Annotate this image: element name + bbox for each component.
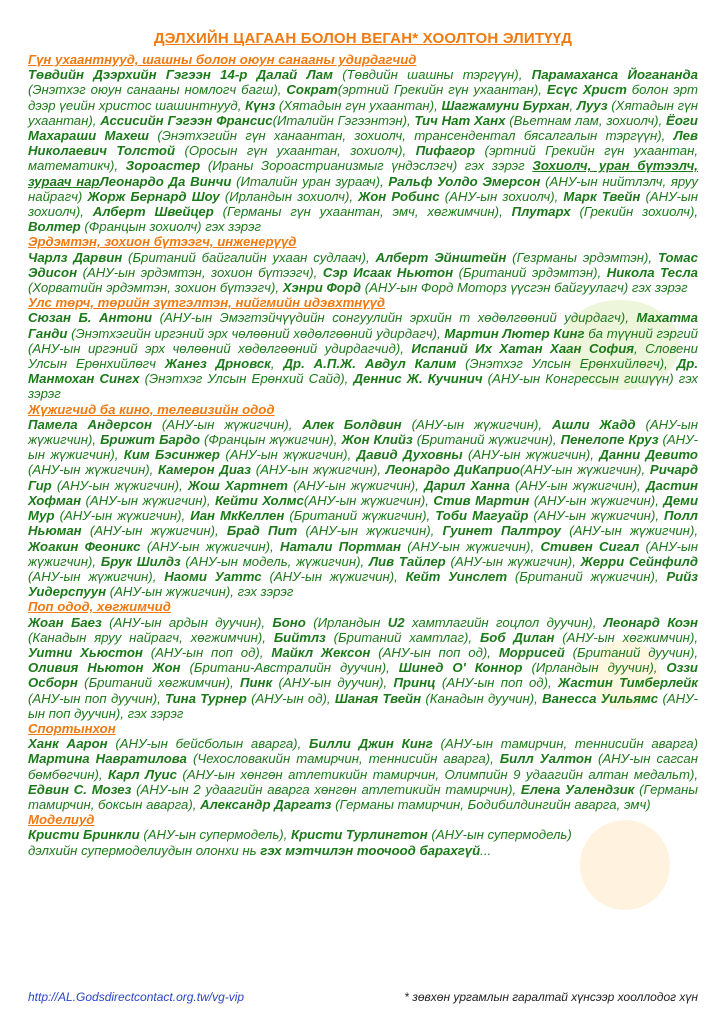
person-name: Жерри Сейнфилд bbox=[580, 553, 698, 569]
person-name: Жоан Баез bbox=[28, 614, 102, 630]
person-name: Сюзан Б. Антони bbox=[28, 310, 153, 326]
person-desc: (Францын зохиолч) гэх зэрэг bbox=[80, 219, 261, 235]
person-desc: (АНУ-ын жүжигчин), bbox=[219, 447, 357, 463]
person-name: Билл Уалтон bbox=[499, 751, 592, 767]
person-name: Күнз bbox=[245, 97, 276, 113]
person-name: Зороастер bbox=[125, 158, 201, 174]
person-desc: (АНУ-ын бейсболын аварга), bbox=[107, 736, 309, 752]
person-name: Ральф Уолдо Эмерсон bbox=[388, 173, 541, 189]
person-name: Боно bbox=[272, 614, 306, 630]
person-name: Елена Уалендзик bbox=[520, 781, 635, 797]
person-desc: (Энэтхэг Улсын Ерөнхийлөгч), bbox=[456, 356, 677, 372]
person-desc: , Словени Улсын Ерөнхийлөгч bbox=[28, 340, 698, 372]
person-desc: болон эрт дээр үеийн христос шашинтнууд, bbox=[28, 82, 699, 113]
person-name: Майкл Жексон bbox=[271, 644, 371, 660]
person-name: Карл Луис bbox=[108, 766, 177, 782]
person-name: Жастин Тимберлейк bbox=[557, 675, 698, 691]
person-name: Наоми Уаттс bbox=[164, 568, 262, 584]
person-desc: (АНУ-ын жүжигчин), bbox=[400, 538, 541, 554]
person-desc: (Германы тамирчин, Бодибилдингийн аварга, эмч) bbox=[331, 796, 651, 812]
person-name: Брад Пит bbox=[226, 523, 298, 539]
tail-end: ... bbox=[480, 842, 492, 858]
person-desc: (АНУ-ын хөгжимчин), bbox=[554, 629, 698, 645]
person-name: Жош Хартнет bbox=[187, 477, 288, 493]
section-heading: Эрдэмтэн, зохион бүтээгч, инженерүүд bbox=[28, 234, 297, 250]
person-name: Гуинет Палтроу bbox=[442, 523, 561, 539]
person-desc: (АНУ-ын Эмэгтэйчүүдийн сонгуулийн эрхийн т хөдөлгөөний удирдагч), bbox=[152, 310, 637, 326]
person-name: Давид Духовны bbox=[356, 447, 463, 463]
person-desc: (АНУ-ын жүжигчин), bbox=[528, 508, 665, 524]
person-name: Стивен Сигал bbox=[540, 538, 640, 554]
person-desc: (АНУ-ын 2 удаагийн аварга хөнгөн атлетикийн тамирчин), bbox=[131, 781, 521, 797]
person-desc: (АНУ-ын жүжигчин), гэх зэрэг bbox=[106, 584, 294, 600]
person-desc: (АНУ-ын супермодель) bbox=[427, 827, 572, 843]
person-name: Алберт Швейцер bbox=[92, 204, 214, 220]
person-desc: (Хорватийн эрдэмтэн, зохион бүтээгч), bbox=[28, 280, 283, 296]
person-name: Принц bbox=[393, 675, 436, 691]
person-name: Марк Твейн bbox=[563, 188, 641, 204]
person-desc: (АНУ-ын ардын дуучин), bbox=[101, 614, 273, 630]
person-name: Деми Мур bbox=[28, 492, 698, 524]
person-desc: (АНУ-ын зохиолч), bbox=[28, 188, 698, 220]
person-desc: (АНУ-ын жүжигчин), bbox=[287, 477, 425, 493]
person-desc: (Британи-Австралийн дуучин), bbox=[180, 660, 399, 676]
person-name: Пинк bbox=[239, 675, 273, 691]
person-desc: (Италийн уран зураач), bbox=[231, 173, 389, 189]
person-name: Жанез Дрновск bbox=[164, 356, 271, 372]
person-desc: (АНУ-ын тамирчин, теннисийн аварга) bbox=[432, 736, 698, 752]
person-desc: (Канадын яруу найрагч, хөгжимчин), bbox=[28, 629, 274, 645]
tail-bold-text: гэх мэтчилэн тоочоод барахгүй bbox=[260, 842, 481, 858]
person-name: Др. А.П.Ж. Авдул Калим bbox=[283, 356, 457, 372]
person-name: Кейт Уинслет bbox=[405, 568, 508, 584]
person-desc: (АНУ-ын жүжигчин), bbox=[529, 492, 664, 508]
section-body bbox=[28, 417, 698, 599]
person-name: Испаний Их Хатан Хаан София bbox=[411, 340, 635, 356]
person-name: Кристи Турлингтон bbox=[290, 827, 428, 843]
person-desc: (эртний Грекийн гүн ухаантан), bbox=[337, 82, 547, 98]
person-name: Брижит Бардо bbox=[100, 432, 200, 448]
section-body bbox=[28, 310, 698, 401]
person-name: Тич Нат Ханх bbox=[414, 112, 506, 128]
person-name: Мартина Навратилова bbox=[28, 751, 187, 767]
person-name: Ассисийн Гэгээн Франсис bbox=[100, 112, 273, 128]
person-name: Ванесса Уильямс bbox=[542, 690, 659, 706]
person-desc: (АНУ-ын жүжигчин), bbox=[28, 432, 699, 463]
document-title: ДЭЛХИЙН ЦАГААН БОЛОН ВЕГАН* ХООЛТОН ЭЛИТҮҮД bbox=[153, 30, 573, 47]
person-name: Др. Манмохан Сингх bbox=[28, 356, 699, 387]
person-name: U2 bbox=[387, 614, 405, 630]
sections-container bbox=[28, 52, 698, 858]
person-desc: (Хятадын гүн ухаантан), bbox=[275, 97, 442, 113]
person-name: Тоби Магуайр bbox=[435, 508, 529, 524]
person-desc: (Оросын гүн ухаантан, зохиолч), bbox=[175, 143, 416, 159]
person-desc: (АНУ-ын жүжигчин), bbox=[560, 523, 698, 539]
person-name: Махатма Ганди bbox=[28, 310, 698, 341]
person-name: Памела Андерсон bbox=[28, 416, 152, 432]
person-name: Ким Бэсинжер bbox=[123, 447, 220, 463]
person-name: Кейти Холмс bbox=[215, 492, 304, 508]
section-body bbox=[28, 67, 698, 234]
person-desc: (Британий хөгжимчин), bbox=[77, 675, 240, 691]
person-desc: (Вьетнам лам, зохиолч), bbox=[505, 112, 667, 128]
person-name: Ричард Гир bbox=[28, 462, 698, 493]
person-desc: (АНУ-ын поп од), bbox=[435, 675, 558, 691]
person-name: Плутарх bbox=[511, 204, 571, 220]
person-name: Чарлз Дарвин bbox=[28, 249, 123, 265]
section-heading: Улс төрч, төрийн зүтгэлтэн, нийгмийн идэвхтнүүд bbox=[28, 295, 386, 311]
person-name: Шинед О' Коннор bbox=[398, 660, 523, 676]
person-name: Парамаханса Йогананда bbox=[531, 67, 698, 83]
person-desc: (Италийн Гэгээнтэн), bbox=[272, 112, 415, 128]
person-desc: (Британий дуучин), bbox=[564, 644, 699, 660]
person-desc: (Британий эрдэмтэн), bbox=[453, 264, 607, 280]
person-desc: (АНУ-ын жүжигчин), bbox=[509, 477, 647, 493]
section-body bbox=[28, 250, 698, 296]
person-name: Билли Джин Кинг bbox=[309, 736, 433, 752]
section-body bbox=[28, 827, 698, 857]
person-name: Төвдийн Дээрхийн Гэгээн 14-р Далай Лам bbox=[28, 67, 333, 83]
person-desc: (Энэтхэг оюун санааны номлогч багш), bbox=[28, 82, 287, 98]
person-desc: (АНУ-ын нийтлэлч, яруу найрагч) bbox=[28, 173, 698, 204]
person-desc: (АНУ-ын од), bbox=[246, 690, 335, 706]
person-name: Алберт Эйнштейн bbox=[375, 249, 507, 265]
person-desc: (Британий жүжигчин), bbox=[284, 508, 436, 524]
document-page bbox=[28, 30, 698, 858]
person-name: Лууз bbox=[576, 97, 608, 113]
person-name: Иан МкКеллен bbox=[190, 508, 285, 524]
section-heading: Поп одод, хөгжимчид bbox=[28, 599, 171, 615]
person-desc: (АНУ-ын модель, жүжигчин), bbox=[180, 553, 369, 569]
person-desc: (АНУ-ын зохиолч), bbox=[439, 188, 564, 204]
person-name: Бийтлз bbox=[273, 629, 326, 645]
person-name: Боб Дилан bbox=[479, 629, 555, 645]
person-desc: (Ирландын зохиолч), bbox=[219, 188, 359, 204]
person-name: Натали Портман bbox=[280, 538, 401, 554]
person-name: Александр Даргатз bbox=[200, 796, 332, 812]
person-desc: (АНУ-ын супермодель), bbox=[139, 827, 291, 843]
person-desc: (АНУ-ын хөнгөн атлетикийн тамирчин, Олимпийн 9 удаагийн алтан медальт), bbox=[176, 766, 699, 782]
person-desc: (Канадын дуучин), bbox=[421, 690, 543, 706]
person-desc: (Төвдийн шашны тэргүүн), bbox=[332, 67, 532, 83]
person-desc: (АНУ-ын Конгрессын гишүүн) гэх зэрэг bbox=[28, 371, 698, 402]
person-desc: (Энэтхэгийн гүн ханаантан, зохиолч, трансендентал бясалгалын тэргүүн), bbox=[149, 128, 674, 144]
person-desc: (Британий байгалийн ухаан судлаач), bbox=[122, 249, 376, 265]
person-desc: (АНУ-ын жүжигчин), bbox=[445, 553, 581, 569]
person-desc: (Энэтхэгийн иргэний эрх чөлөөний хөдөлгөөний удирдагч), bbox=[67, 325, 445, 341]
person-name: Ханк Аарон bbox=[28, 736, 108, 752]
person-desc: (Грекийн зохиолч), bbox=[570, 204, 699, 220]
person-desc: (Британий жүжигчин), bbox=[507, 568, 667, 584]
person-name: Кристи Бринкли bbox=[28, 827, 140, 843]
person-desc: (АНУ-ын сагсан бөмбөгчин), bbox=[28, 751, 698, 782]
person-desc: (АНУ-ын поп од), bbox=[370, 644, 499, 660]
person-desc: (АНУ-ын жүжигчин), bbox=[51, 477, 188, 493]
person-name: Есүс Христ bbox=[546, 82, 627, 98]
person-name: Дарил Ханна bbox=[424, 477, 510, 493]
person-name: Лив Тайлер bbox=[368, 553, 446, 569]
person-desc: (АНУ-ын жүжигчин), bbox=[401, 416, 553, 432]
person-name: Данни Девито bbox=[599, 447, 698, 463]
person-desc: (АНУ-ын жүжигчин), bbox=[28, 462, 159, 478]
person-name: Стив Мартин bbox=[433, 492, 530, 508]
person-name: Пифагор bbox=[415, 143, 476, 159]
person-desc: (Энэтхэг Улсын Ерөнхий Сайд), bbox=[139, 371, 354, 387]
person-name: Брук Шилдз bbox=[100, 553, 181, 569]
section-heading-inline: Зохиолч, уран бүтээлч, зураач нар bbox=[28, 158, 698, 189]
person-desc: (Британий хамтлаг), bbox=[325, 629, 480, 645]
person-desc: (АНУ-ын жүжигчин), bbox=[297, 523, 443, 539]
person-desc: , bbox=[569, 97, 577, 113]
person-desc: (АНУ-ын поп дуучин), гэх зэрэг bbox=[28, 690, 698, 721]
section-heading: Моделиуд bbox=[28, 812, 95, 828]
person-name: Леонард Коэн bbox=[603, 614, 698, 630]
person-name: Лев Николаевич Толстой bbox=[28, 128, 698, 159]
person-desc: (АНУ-ын жүжигчин), bbox=[462, 447, 600, 463]
person-desc: (Британий жүжигчин), bbox=[412, 432, 561, 448]
person-desc: (АНУ-ын жүжигчин), bbox=[28, 538, 698, 569]
person-name: Оззи Осборн bbox=[28, 660, 698, 691]
person-desc: ба түүний гэргий (АНУ-ын иргэний эрх чөлөөний хөдөлгөөний удирдагчид), bbox=[28, 325, 699, 356]
person-name: Тина Турнер bbox=[165, 690, 247, 706]
person-desc: (Францын жүжигчин), bbox=[200, 432, 342, 448]
person-desc: (Чехословакийн тамирчин, теннисийн аварга), bbox=[186, 751, 500, 767]
person-desc: (АНУ-ын поп од), bbox=[142, 644, 272, 660]
person-name: Пенелопе Круз bbox=[560, 432, 659, 448]
person-desc: (АНУ-ын жүжигчин), bbox=[140, 538, 281, 554]
person-name: Полл Ньюман bbox=[28, 508, 698, 539]
section-heading: Жүжигчид ба кино, телевизийн одод bbox=[28, 401, 275, 417]
person-desc: (АНУ-ын Форд Моторз үүсгэн байгуулагч) гэх зэрэг bbox=[361, 280, 688, 296]
person-desc: (АНУ-ын жүжигчин), bbox=[81, 492, 216, 508]
tail-text: дэлхийн супермоделиудын олонхи нь bbox=[28, 842, 261, 858]
person-name: Камерон Диаз bbox=[158, 462, 251, 478]
person-desc: (эртний Грекийн гүн ухаантан, математикч), bbox=[28, 143, 698, 174]
section-heading: Гүн ухаантнууд, шашны болон оюун санааны удирдагчид bbox=[28, 52, 417, 67]
section-heading: Спортынхон bbox=[28, 720, 116, 736]
section-body bbox=[28, 615, 698, 721]
person-desc: (Ирландын дуучин), bbox=[522, 660, 667, 676]
person-name: Жоакин Феоникс bbox=[28, 538, 141, 554]
person-desc: (Гезрманы эрдэмтэн), bbox=[506, 249, 658, 265]
person-name: Волтер bbox=[28, 219, 81, 235]
person-desc: (АНУ-ын жүжигчин), bbox=[81, 523, 227, 539]
person-desc: (АНУ-ын жүжигчин), bbox=[519, 462, 650, 478]
person-desc: (АНУ-ын жүжигчин), bbox=[54, 508, 191, 524]
person-name: Шаная Твейн bbox=[334, 690, 422, 706]
person-desc: (Ирландын bbox=[305, 614, 388, 630]
person-name: Ашли Жадд bbox=[552, 416, 636, 432]
person-name: Жон Робинс bbox=[358, 188, 440, 204]
person-desc: (АНУ-ын эрдэмтэн, зохион бүтээгч), bbox=[77, 264, 323, 280]
person-name: Сократ bbox=[286, 82, 338, 98]
person-name: Сэр Исаак Ньютон bbox=[322, 264, 454, 280]
person-desc: (АНУ-ын жүжигчин), bbox=[303, 492, 434, 508]
person-name: Хэнри Форд bbox=[282, 280, 362, 296]
person-name: Ёоги Махараши Махеш bbox=[28, 112, 698, 144]
person-desc: (Хятадын гүн ухаантан), bbox=[28, 97, 698, 128]
person-name: Уитни Хьюстон bbox=[28, 644, 143, 660]
source-link[interactable]: http://AL.Godsdirectcontact.org.tw/vg-vip bbox=[28, 990, 245, 1004]
person-name: Деннис Ж. Кучинич bbox=[353, 371, 483, 387]
person-desc: (Ираны Зороастрианизмыг үндэслэгч) гэх зэрэг bbox=[200, 158, 533, 174]
person-desc: (АНУ-ын поп дуучин), bbox=[28, 690, 166, 706]
person-name: Дастин Хофман bbox=[28, 477, 698, 508]
person-name: Леонардо Да Винчи bbox=[99, 173, 232, 189]
person-name: Жорж Бернард Шоу bbox=[87, 188, 220, 204]
footnote: * зөвхөн ургамлын гаралтай хүнсээр хооллодог хүн bbox=[404, 990, 698, 1004]
person-name: Никола Тесла bbox=[606, 264, 698, 280]
section-body bbox=[28, 736, 698, 812]
person-name: Леонардо ДиКаприо bbox=[385, 462, 520, 478]
person-name: Рийз Уидерспуун bbox=[28, 568, 698, 600]
person-desc: (АНУ-ын жүжигчин), bbox=[251, 462, 386, 478]
person-name: Едвин С. Мозез bbox=[28, 781, 132, 797]
person-desc: (АНУ-ын жүжигчин), bbox=[261, 568, 406, 584]
person-desc: (Германы гүн ухаантан, эмч, хөгжимчин), bbox=[213, 204, 512, 220]
person-desc: (АНУ-ын жүжигчин), bbox=[151, 416, 303, 432]
person-name: Мартин Лютер Кинг bbox=[444, 325, 585, 341]
person-desc: (АНУ-ын жүжигчин), bbox=[28, 416, 698, 448]
person-desc: (АНУ-ын дуучин), bbox=[272, 675, 394, 691]
person-name: Моррисей bbox=[498, 644, 565, 660]
person-desc: (АНУ-ын жүжигчин), bbox=[28, 568, 165, 584]
person-desc: (Германы тамирчин, боксын аварга), bbox=[28, 781, 699, 812]
person-name: Томас Эдисон bbox=[28, 249, 698, 280]
person-name: Шагжамуни Бурхан bbox=[441, 97, 570, 113]
person-desc: , bbox=[270, 356, 284, 372]
person-desc: хамтлагийн гоцлол дуучин), bbox=[404, 614, 604, 630]
person-name: Оливия Ньютон Жон bbox=[28, 660, 181, 676]
person-name: Жон Клийз bbox=[341, 432, 413, 448]
person-name: Алек Болдвин bbox=[302, 416, 402, 432]
